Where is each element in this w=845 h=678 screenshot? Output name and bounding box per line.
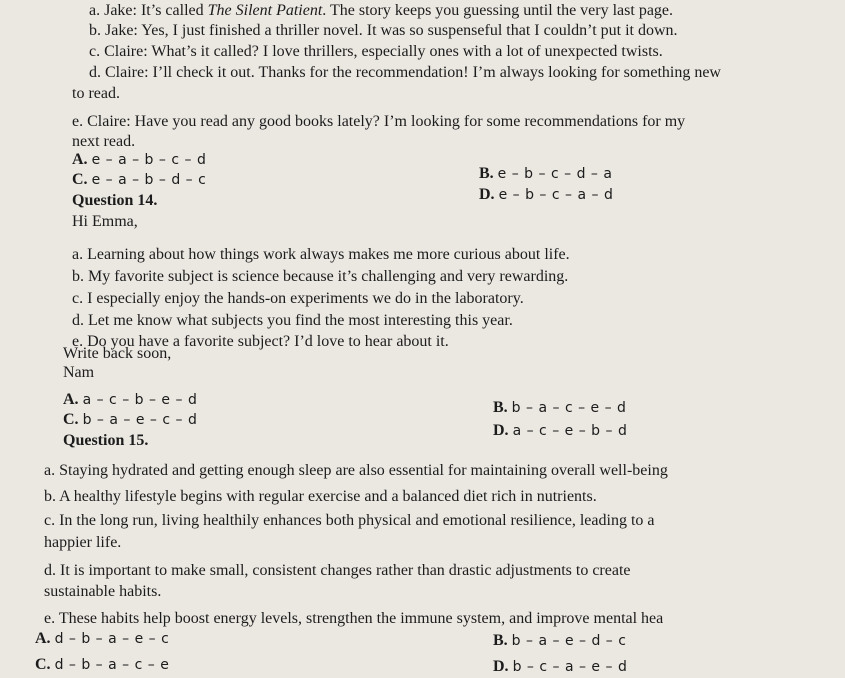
q13-sentence-e-cont: next read.	[72, 133, 136, 150]
q15-option-c[interactable]: C. d – b – a – c – e	[35, 656, 170, 673]
q14-sentence-a: a. Learning about how things work always makes me more curious about life.	[72, 246, 570, 263]
q13-sentence-d-cont: to read.	[72, 85, 120, 102]
q13-sentence-a: a. Jake: It’s called The Silent Patient. The story keeps you guessing until the very last page.	[89, 2, 674, 19]
q14-sentence-c: c. I especially enjoy the hands-on experiments we do in the laboratory.	[72, 290, 524, 307]
q14-option-b[interactable]: B. b – a – c – e – d	[493, 399, 627, 416]
q13-option-d[interactable]: D. e – b – c – a – d	[479, 186, 614, 203]
q15-sentence-e: e. These habits help boost energy levels, strengthen the immune system, and improve mental hea	[44, 610, 664, 627]
q15-sentence-c: c. In the long run, living healthily enhances both physical and emotional resilience, leading to a	[44, 512, 655, 529]
q14-sentence-b: b. My favorite subject is science because it’s challenging and very rewarding.	[72, 268, 569, 285]
q13-option-a[interactable]: A. e – a – b – c – d	[72, 151, 207, 168]
q15-sentence-b: b. A healthy lifestyle begins with regular exercise and a balanced diet rich in nutrients.	[44, 488, 597, 505]
q13-sentence-b: b. Jake: Yes, I just finished a thriller novel. It was so suspenseful that I couldn’t put it down.	[89, 22, 678, 39]
q14-option-d[interactable]: D. a – c – e – b – d	[493, 422, 628, 439]
q14-closing: Write back soon,	[63, 345, 172, 362]
q15-option-a[interactable]: A. d – b – a – e – c	[35, 630, 170, 647]
q13-option-b[interactable]: B. e – b – c – d – a	[479, 165, 613, 182]
q15-sentence-c-cont: happier life.	[44, 534, 122, 551]
q15-sentence-d-cont: sustainable habits.	[44, 583, 162, 600]
book-title: The Silent Patient	[207, 2, 323, 19]
q15-title: Question 15.	[63, 432, 149, 449]
q14-signature: Nam	[63, 364, 95, 381]
q15-sentence-a: a. Staying hydrated and getting enough sleep are also essential for maintaining overall well-being	[44, 462, 668, 479]
q14-option-c[interactable]: C. b – a – e – c – d	[63, 411, 198, 428]
q13-sentence-d: d. Claire: I’ll check it out. Thanks for the recommendation! I’m always looking for something new	[89, 64, 721, 81]
q13-sentence-c: c. Claire: What’s it called? I love thrillers, especially ones with a lot of unexpected twists.	[89, 43, 663, 60]
q13-option-c[interactable]: C. e – a – b – d – c	[72, 171, 207, 188]
q14-option-a[interactable]: A. a – c – b – e – d	[63, 391, 198, 408]
q13-sentence-e: e. Claire: Have you read any good books lately? I’m looking for some recommendations for my	[72, 113, 686, 130]
q14-greeting: Hi Emma,	[72, 213, 138, 230]
q14-sentence-d: d. Let me know what subjects you find the most interesting this year.	[72, 312, 513, 329]
q14-title: Question 14.	[72, 192, 158, 209]
q15-option-b[interactable]: B. b – a – e – d – c	[493, 632, 627, 649]
q15-option-d[interactable]: D. b – c – a – e – d	[493, 658, 628, 675]
q15-sentence-d: d. It is important to make small, consistent changes rather than drastic adjustments to create	[44, 562, 631, 579]
q14-sentence-e: e. Do you have a favorite subject? I’d love to hear about it.	[72, 333, 449, 350]
